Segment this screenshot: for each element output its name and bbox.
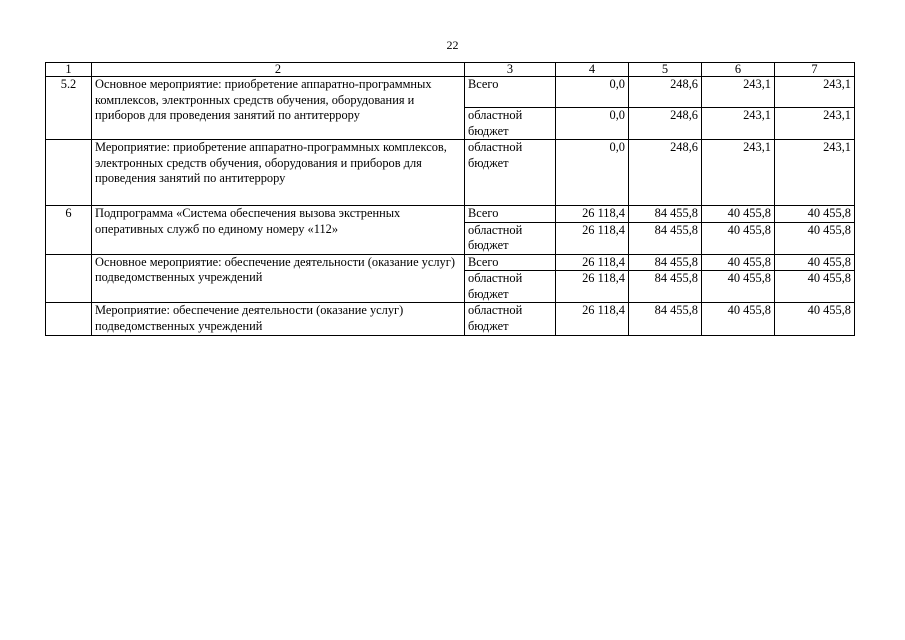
row-description: Основное мероприятие: обеспечение деятельности (оказание услуг) подведомственных учреждений bbox=[92, 254, 465, 303]
funding-source: Всего bbox=[465, 77, 556, 108]
value-col5: 84 455,8 bbox=[629, 206, 702, 223]
value-col6: 40 455,8 bbox=[702, 271, 775, 303]
value-col7: 243,1 bbox=[775, 77, 855, 108]
funding-source: Всего bbox=[465, 254, 556, 271]
header-cell: 5 bbox=[629, 63, 702, 77]
funding-source: областной бюджет bbox=[465, 271, 556, 303]
value-col4: 0,0 bbox=[556, 140, 629, 206]
value-col4: 26 118,4 bbox=[556, 303, 629, 336]
value-col6: 40 455,8 bbox=[702, 206, 775, 223]
value-col6: 40 455,8 bbox=[702, 303, 775, 336]
value-col7: 40 455,8 bbox=[775, 254, 855, 271]
table-row bbox=[46, 303, 855, 336]
value-col7: 40 455,8 bbox=[775, 303, 855, 336]
header-cell: 2 bbox=[92, 63, 465, 77]
value-col5: 84 455,8 bbox=[629, 254, 702, 271]
value-col4: 26 118,4 bbox=[556, 254, 629, 271]
header-cell: 3 bbox=[465, 63, 556, 77]
value-col7: 40 455,8 bbox=[775, 271, 855, 303]
table-row bbox=[46, 206, 855, 223]
header-cell: 6 bbox=[702, 63, 775, 77]
value-col7: 40 455,8 bbox=[775, 206, 855, 223]
row-description: Мероприятие: обеспечение деятельности (оказание услуг) подведомственных учреждений bbox=[92, 303, 465, 336]
funding-source: областной бюджет bbox=[465, 222, 556, 254]
row-code bbox=[46, 303, 92, 336]
value-col7: 40 455,8 bbox=[775, 222, 855, 254]
row-description: Мероприятие: приобретение аппаратно-программных комплексов, электронных средств обучения, оборудования и приборов для проведения занятий по антитеррору bbox=[92, 140, 465, 206]
header-cell: 4 bbox=[556, 63, 629, 77]
row-code bbox=[46, 140, 92, 206]
funding-source: областной бюджет bbox=[465, 303, 556, 336]
value-col4: 26 118,4 bbox=[556, 206, 629, 223]
value-col6: 243,1 bbox=[702, 140, 775, 206]
value-col7: 243,1 bbox=[775, 140, 855, 206]
value-col6: 243,1 bbox=[702, 77, 775, 108]
row-code: 6 bbox=[46, 206, 92, 255]
value-col4: 26 118,4 bbox=[556, 222, 629, 254]
funding-source: Всего bbox=[465, 206, 556, 223]
table-row bbox=[46, 77, 855, 108]
value-col5: 84 455,8 bbox=[629, 303, 702, 336]
row-code bbox=[46, 254, 92, 303]
row-description: Основное мероприятие: приобретение аппаратно-программных комплексов, электронных средств обучения, оборудования и приборов для проведения занятий по антитеррору bbox=[92, 77, 465, 140]
page-number: 22 bbox=[446, 38, 459, 52]
value-col6: 40 455,8 bbox=[702, 222, 775, 254]
budget-table bbox=[45, 62, 855, 336]
value-col5: 248,6 bbox=[629, 140, 702, 206]
value-col5: 248,6 bbox=[629, 108, 702, 140]
value-col5: 248,6 bbox=[629, 77, 702, 108]
table-row bbox=[46, 254, 855, 271]
funding-source: областной бюджет bbox=[465, 108, 556, 140]
header-cell: 1 bbox=[46, 63, 92, 77]
funding-source: областной бюджет bbox=[465, 140, 556, 206]
value-col4: 26 118,4 bbox=[556, 271, 629, 303]
value-col6: 243,1 bbox=[702, 108, 775, 140]
header-cell: 7 bbox=[775, 63, 855, 77]
row-description: Подпрограмма «Система обеспечения вызова экстренных оперативных служб по единому номеру «112» bbox=[92, 206, 465, 255]
value-col6: 40 455,8 bbox=[702, 254, 775, 271]
value-col5: 84 455,8 bbox=[629, 222, 702, 254]
value-col4: 0,0 bbox=[556, 77, 629, 108]
value-col4: 0,0 bbox=[556, 108, 629, 140]
row-code: 5.2 bbox=[46, 77, 92, 140]
header-row bbox=[46, 63, 855, 77]
table-row bbox=[46, 140, 855, 206]
value-col5: 84 455,8 bbox=[629, 271, 702, 303]
value-col7: 243,1 bbox=[775, 108, 855, 140]
